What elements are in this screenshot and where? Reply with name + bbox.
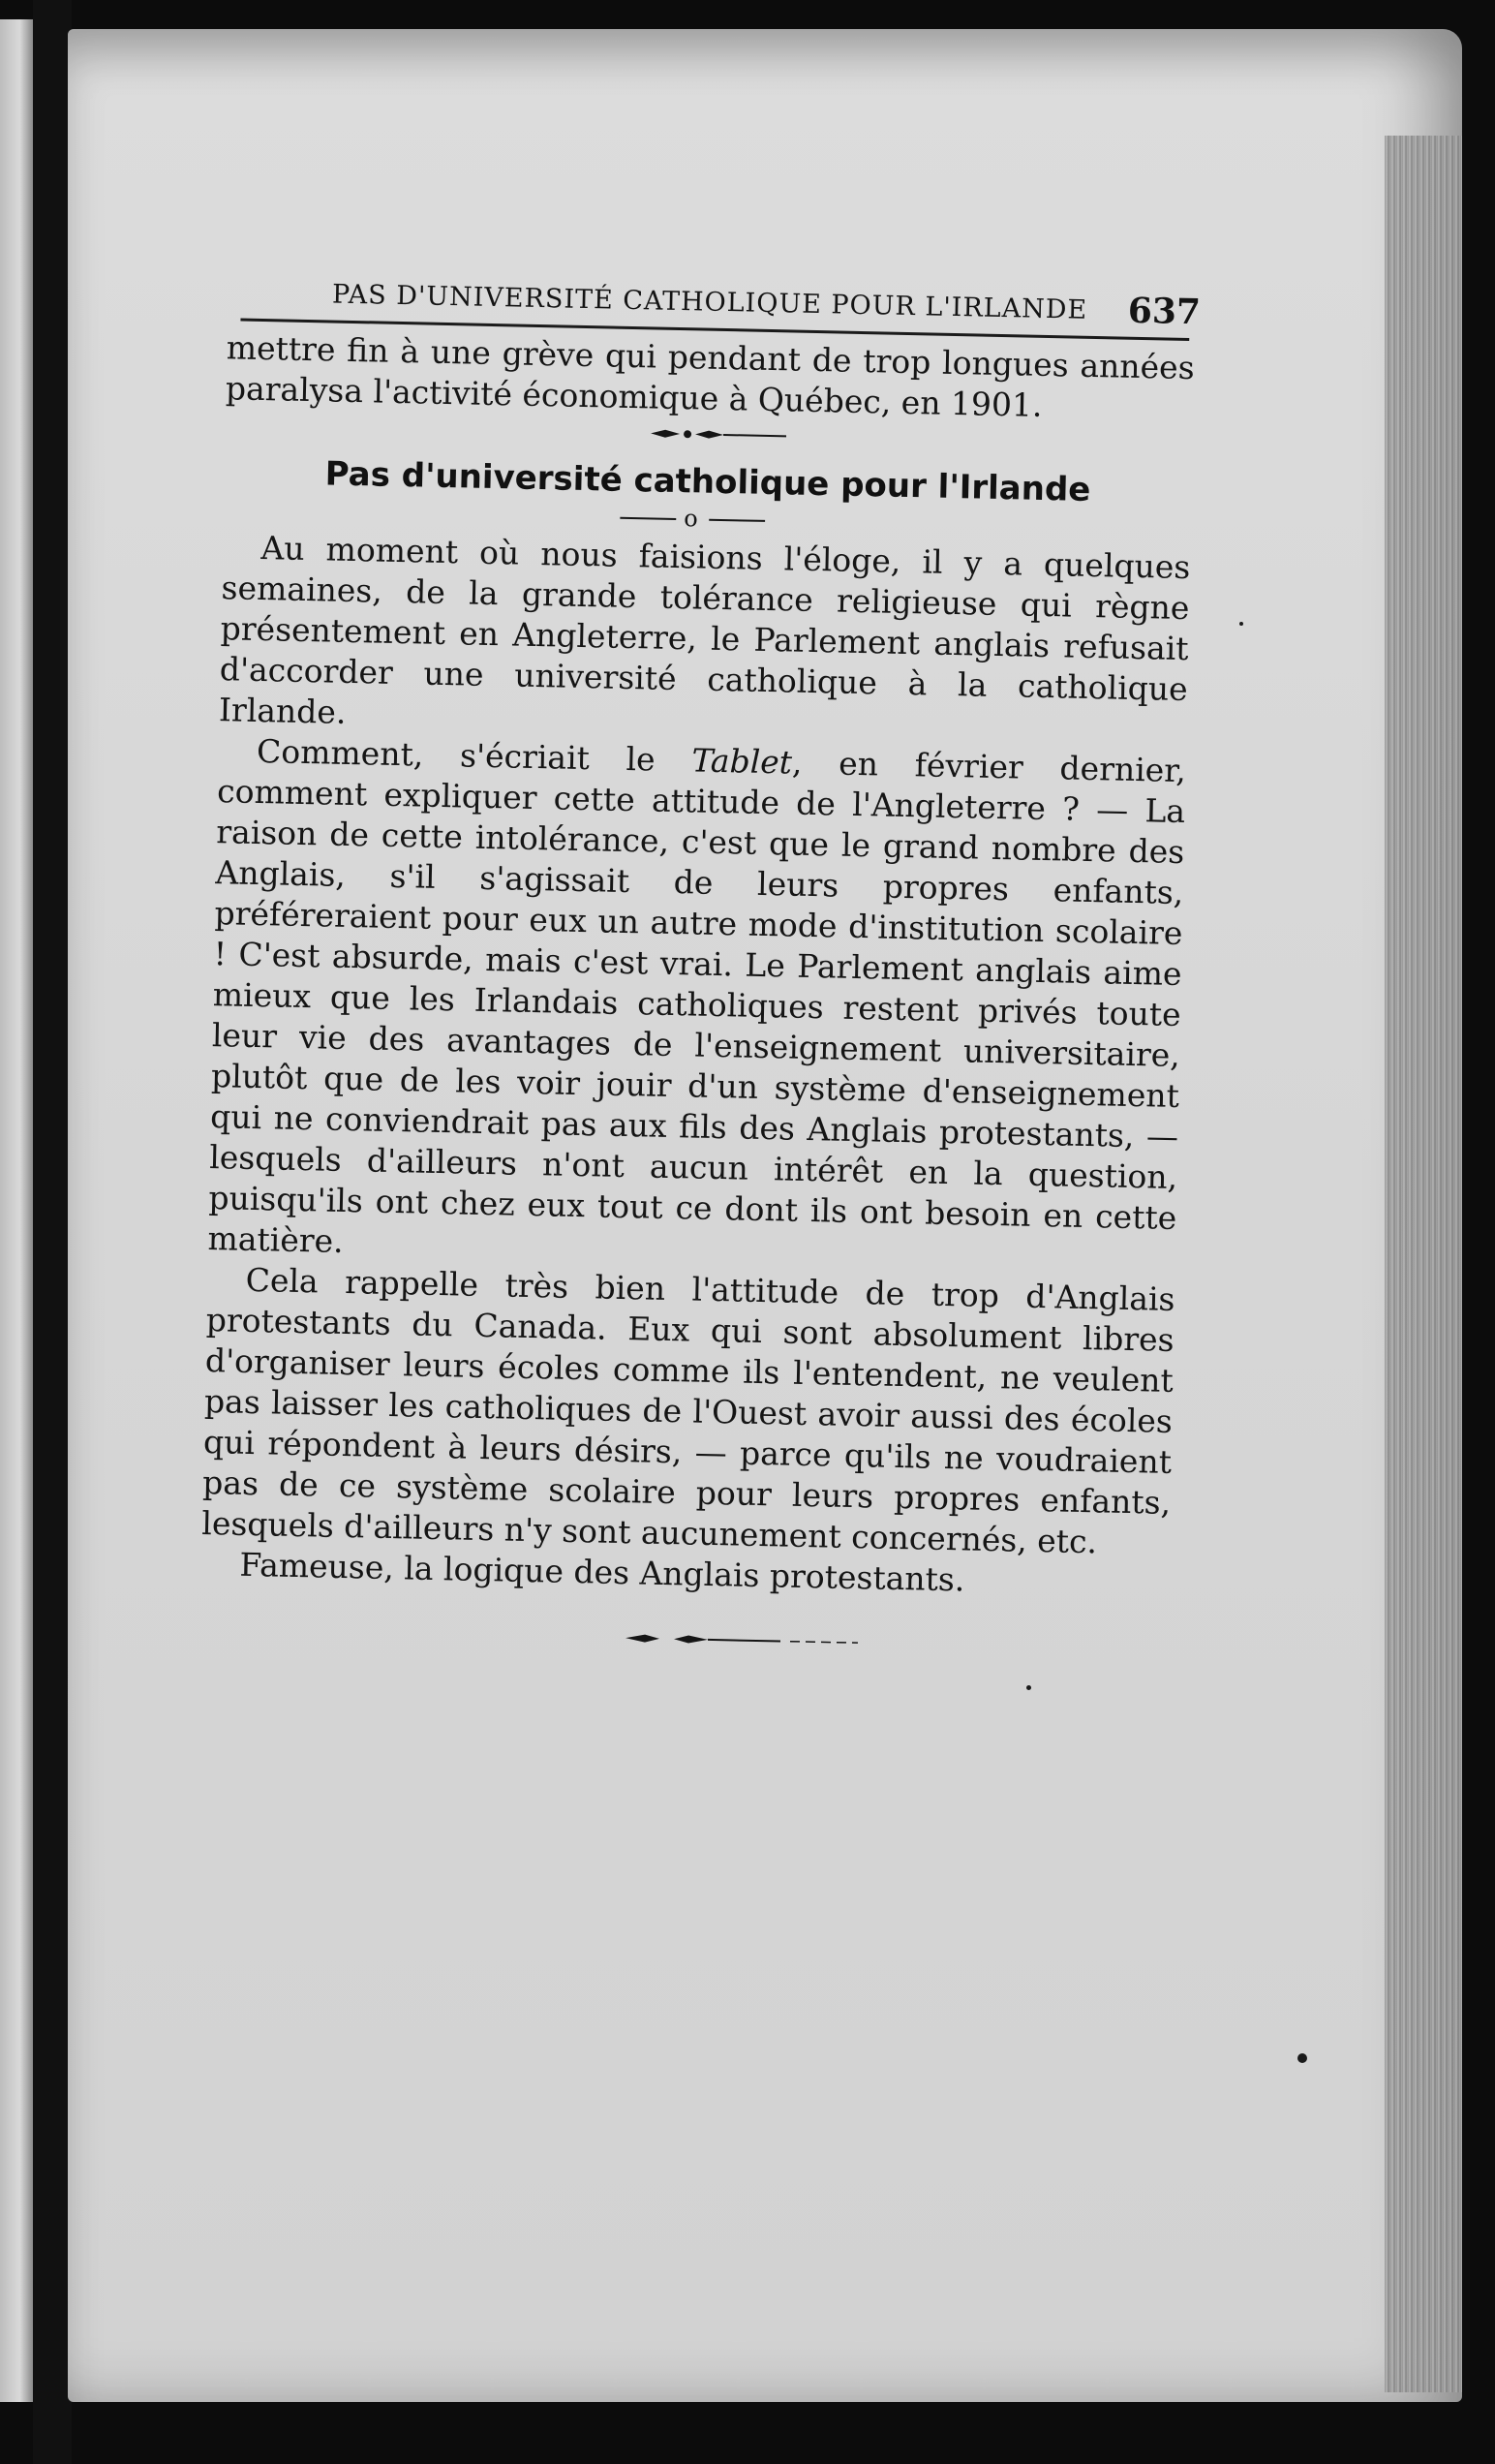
paragraph-2 xyxy=(207,730,1186,1279)
paragraph-3: Cela rappelle très bien l'attitude de trop d'Anglais protestants du Canada. Eux qui sont absolument libres d'organiser leurs écoles comme ils l'entendent, ne veulent pas laisser les catholiques de l'Ouest avoir aussi des écoles qui répondent à leurs désirs, — parce qu'ils ne voudraient pas de ce système scolaire pour leurs propres enfants, lesquels d'ailleurs n'y sont aucunement concernés, etc. xyxy=(201,1260,1175,1561)
paragraph-2-continuation: intolérance, c'est que le grand nombre des Anglais, s'il s'agissait de leurs propres enfants, préféreraient pour eux un autre mode d'institution scolaire ! C'est absurde, mais c'est vrai. Le Parlement anglais aime mieux que les Irlandais catholiques restent privés toute leur vie des avantages de l'enseignement universitaire, plutôt que de les voir jouir d'un système d'enseignement qui ne conviendrait pas aux fils des Anglais protestants, — lesquels d'ailleurs n'ont aucun intérêt en la question, puisqu'ils ont chez eux tout ce dont ils ont besoin en cette matière. xyxy=(207,817,1185,1260)
article-body xyxy=(199,327,1195,1673)
ink-speck xyxy=(1239,622,1243,626)
section-title: Pas d'université catholique pour l'Irlande xyxy=(324,454,1091,509)
continued-paragraph: mettre fin à une grève qui pendant de trop longues années paralysa l'activité économique à Québec, en 1901. xyxy=(225,328,1196,424)
tablet-text-after: , en février dernier, comment expliquer cette attitude de l'Angleterre ? — La raison de cette xyxy=(215,743,1187,856)
running-head: PAS D'UNIVERSITÉ CATHOLIQUE POUR L'IRLANDE xyxy=(331,279,1088,325)
ink-speck xyxy=(1026,1685,1031,1690)
tablet-title: Tablet xyxy=(691,741,793,782)
page-content xyxy=(37,15,1480,2417)
separator-glyph: o xyxy=(683,505,698,533)
paragraph-4: Fameuse, la logique des Anglais protestants. xyxy=(239,1545,965,1599)
facing-page-edge xyxy=(0,19,33,2402)
book-page xyxy=(68,29,1462,2402)
page-number: 637 xyxy=(1127,290,1202,333)
ink-speck xyxy=(1297,2053,1307,2063)
paragraph-1: Au moment où nous faisions l'éloge, il y a quelques semaines, de la grande tolérance religieuse qui règne présentement en Angleterre, le Parlement anglais refusait d'accorder une université catholique à la catholique Irlande. xyxy=(218,529,1191,731)
tablet-text-before: Comment, s'écriait le xyxy=(256,731,692,780)
